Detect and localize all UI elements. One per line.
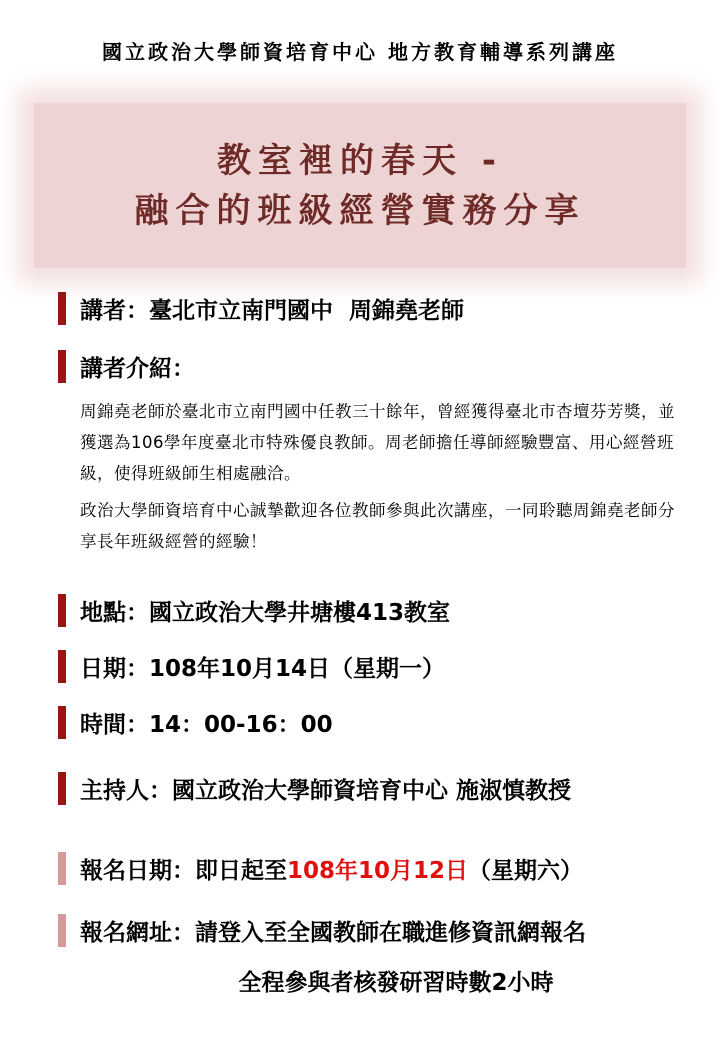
time-value: 14：00-16：00 — [149, 712, 333, 738]
date-label: 日期： — [80, 656, 149, 682]
date-value: 108年10月14日（星期一） — [149, 656, 446, 682]
registration-date-row — [58, 852, 583, 885]
event-series-header: 國立政治大學師資培育中心 地方教育輔導系列講座 — [102, 40, 618, 64]
speaker-value: 臺北市立南門國中 周錦堯老師 — [149, 298, 465, 324]
location-label: 地點： — [80, 600, 149, 626]
registration-deadline: 108年10月12日 — [287, 858, 469, 884]
registration-url-row — [58, 914, 586, 947]
intro-label: 講者介紹： — [80, 356, 195, 382]
registration-url-label: 報名網址： — [80, 920, 195, 946]
date-row — [58, 650, 445, 683]
title-line-2: 融合的班級經營實務分享 — [134, 190, 586, 231]
host-value: 國立政治大學師資培育中心 施淑慎教授 — [172, 778, 572, 804]
registration-url-value: 請登入至全國教師在職進修資訊網報名 — [195, 920, 586, 946]
intro-heading-row — [58, 350, 195, 383]
time-row — [58, 706, 333, 739]
study-hours-note: 全程參與者核發研習時數2小時 — [238, 970, 554, 996]
registration-date-prefix: 即日起至 — [195, 858, 287, 884]
title-banner — [34, 103, 686, 268]
location-row — [58, 594, 450, 627]
title-line-1: 教室裡的春天 - — [217, 140, 503, 181]
speaker-row — [58, 292, 464, 325]
intro-paragraph-2: 政治大學師資培育中心誠摯歡迎各位教師參與此次講座，一同聆聽周錦堯老師分享長年班級經營的經驗！ — [80, 501, 675, 551]
location-value: 國立政治大學井塘樓413教室 — [149, 600, 451, 626]
registration-date-suffix: （星期六） — [468, 858, 584, 884]
registration-date-label: 報名日期： — [80, 858, 195, 884]
intro-paragraph-1: 周錦堯老師於臺北市立南門國中任教三十餘年，曾經獲得臺北市杏壇芬芳獎，並獲選為106學年度臺北市特殊優良教師。周老師擔任導師經驗豐富、用心經營班級，使得班級師生相處融洽。 — [80, 402, 675, 483]
host-row — [58, 772, 571, 805]
speaker-label: 講者： — [80, 298, 149, 324]
host-label: 主持人： — [80, 778, 172, 804]
speaker-introduction — [80, 396, 684, 557]
time-label: 時間： — [80, 712, 149, 738]
